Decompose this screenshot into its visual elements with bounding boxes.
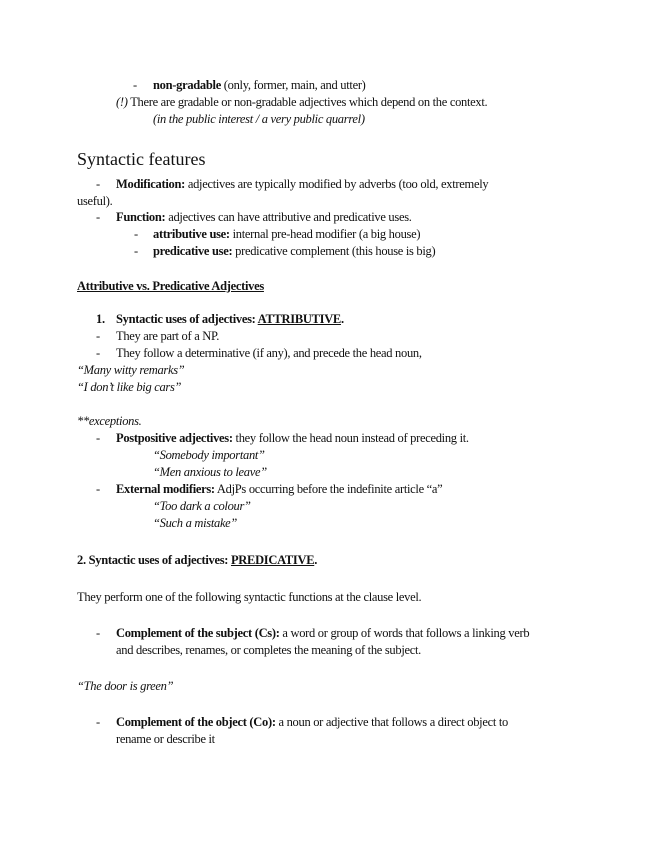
function-dash: - (96, 210, 100, 224)
nongradable-term: non-gradable (153, 78, 221, 92)
cs-term: Complement of the subject (Cs): (116, 626, 280, 640)
postpos-text: they follow the head noun instead of preceding it. (232, 431, 469, 445)
co-dash: - (96, 715, 100, 729)
item2-keyword: PREDICATIVE (230, 553, 315, 567)
example-too-dark: “Too dark a colour” (153, 499, 251, 513)
item1-end: . (340, 312, 344, 326)
nongradable-line (153, 77, 366, 93)
note-text: There are gradable or non-gradable adjectives which depend on the context. (127, 95, 488, 109)
function-line (116, 209, 412, 225)
co-term: Complement of the object (Co): (116, 715, 276, 729)
cs-line (116, 625, 529, 641)
predicative-intro: They perform one of the following syntactic functions at the clause level. (77, 590, 422, 604)
predicative-use-line (153, 243, 435, 259)
nongradable-dash: - (133, 78, 137, 92)
item1-number: 1. (96, 312, 105, 326)
attr-dash: - (134, 227, 138, 241)
cs-dash: - (96, 626, 100, 640)
modification-term: Modification: (116, 177, 186, 191)
example-such-mistake: “Such a mistake” (153, 516, 238, 530)
exceptions-label: **exceptions. (77, 414, 142, 428)
follow-line: They follow a determinative (if any), and precede the head noun, (116, 346, 422, 360)
item1-label: Syntactic uses of adjectives: (116, 312, 258, 326)
cs-cont: and describes, renames, or completes the meaning of the subject. (116, 643, 421, 657)
pred-dash: - (134, 244, 138, 258)
attributive-use-line (153, 226, 420, 242)
attr-term: attributive use: (153, 227, 230, 241)
modification-line (116, 176, 488, 192)
example-men-anxious: “Men anxious to leave” (153, 465, 267, 479)
modification-dash: - (96, 177, 100, 191)
external-text: AdjPs occurring before the indefinite article “a” (214, 482, 443, 496)
np-dash: - (96, 329, 100, 343)
np-line: They are part of a NP. (116, 329, 220, 343)
item2-end: . (314, 553, 318, 567)
nongradable-text: (only, former, main, and utter) (220, 78, 366, 92)
item2-label: 2. Syntactic uses of adjectives: (77, 553, 231, 567)
postpositive-line (116, 430, 469, 446)
postpos-term: Postpositive adjectives: (116, 431, 233, 445)
example-big-cars: “I don’t like big cars” (77, 380, 182, 394)
context-note (116, 94, 487, 110)
item1-heading (116, 311, 344, 327)
function-text: adjectives can have attributive and predicative uses. (165, 210, 412, 224)
pred-term: predicative use: (153, 244, 233, 258)
modification-cont: useful). (77, 194, 113, 208)
example-somebody-important: “Somebody important” (153, 448, 265, 462)
co-text: a noun or adjective that follows a direct object to (275, 715, 508, 729)
co-line (116, 714, 508, 730)
external-dash: - (96, 482, 100, 496)
cs-text: a word or group of words that follows a linking verb (279, 626, 530, 640)
postpos-dash: - (96, 431, 100, 445)
note-mark: (!) (116, 95, 128, 109)
item1-keyword: ATTRIBUTIVE (257, 312, 341, 326)
modification-text: adjectives are typically modified by adverbs (too old, extremely (185, 177, 489, 191)
example-door-green: “The door is green” (77, 679, 174, 693)
example-many-witty: “Many witty remarks” (77, 363, 185, 377)
note-example: (in the public interest / a very public quarrel) (153, 112, 365, 126)
follow-dash: - (96, 346, 100, 360)
function-term: Function: (116, 210, 166, 224)
co-cont: rename or describe it (116, 732, 215, 746)
syntactic-heading: Syntactic features (77, 149, 206, 169)
attr-text: internal pre-head modifier (a big house) (229, 227, 421, 241)
external-modifiers-line (116, 481, 442, 497)
item2-heading (77, 552, 317, 568)
pred-text: predicative complement (this house is big) (232, 244, 436, 258)
avp-heading: Attributive vs. Predicative Adjectives (77, 279, 264, 293)
external-term: External modifiers: (116, 482, 215, 496)
